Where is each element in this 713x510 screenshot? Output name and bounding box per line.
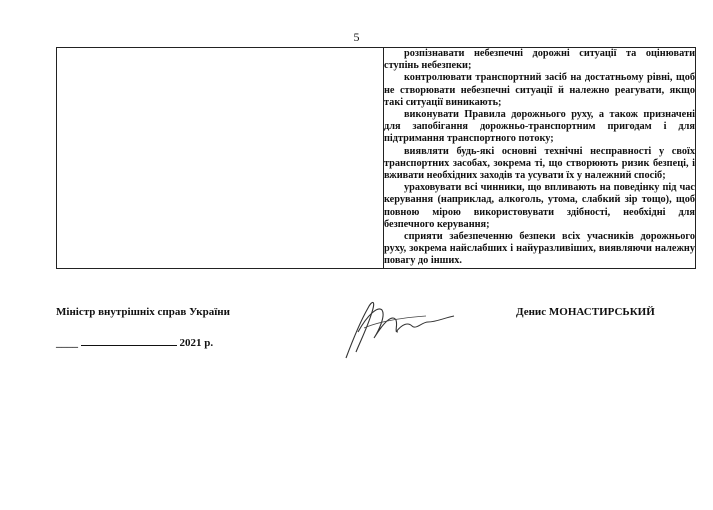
date-line xyxy=(56,337,213,349)
date-year: 2021 р. xyxy=(179,337,214,349)
date-day-blank: ____ xyxy=(56,337,78,349)
requirement-item: ураховувати всі чинники, що впливають на поведінку під час керування (наприклад, алкоголь, утома, слабкий зір тощо), щоб повною мірою використовувати здібності, необхідні для безпечного керування; xyxy=(384,182,695,230)
minister-name: Денис МОНАСТИРСЬКИЙ xyxy=(516,306,655,318)
requirements-cell xyxy=(384,48,696,269)
minister-title: Міністр внутрішніх справ України xyxy=(56,306,230,318)
empty-cell xyxy=(57,48,384,269)
table-row xyxy=(57,48,696,269)
requirement-item: розпізнавати небезпечні дорожні ситуації та оцінювати ступінь небезпеки; xyxy=(384,48,695,72)
requirement-item: виконувати Правила дорожнього руху, а також призначені для запобігання дорожньо-транспортним пригодам і для підтримання транспортного потоку; xyxy=(384,109,695,145)
requirement-item: виявляти будь-які основні технічні несправності у своїх транспортних засобах, зокрема ті, що створюють ризик безпеці, і вживати необхідних заходів та усувати їх у належний спосіб; xyxy=(384,145,695,182)
date-month-blank xyxy=(81,344,177,346)
requirements-table xyxy=(56,47,696,269)
page-number: 5 xyxy=(353,30,360,44)
requirement-item: контролювати транспортний засіб на достатньому рівні, щоб не створювати небезпечні ситуації й належно реагувати, якщо такі ситуації виникають; xyxy=(384,72,695,108)
handwritten-signature xyxy=(338,292,458,364)
requirement-item: сприяти забезпеченню безпеки всіх учасників дорожнього руху, зокрема найслабших і найуразливіших, виявляючи належну повагу до інших. xyxy=(384,231,695,267)
